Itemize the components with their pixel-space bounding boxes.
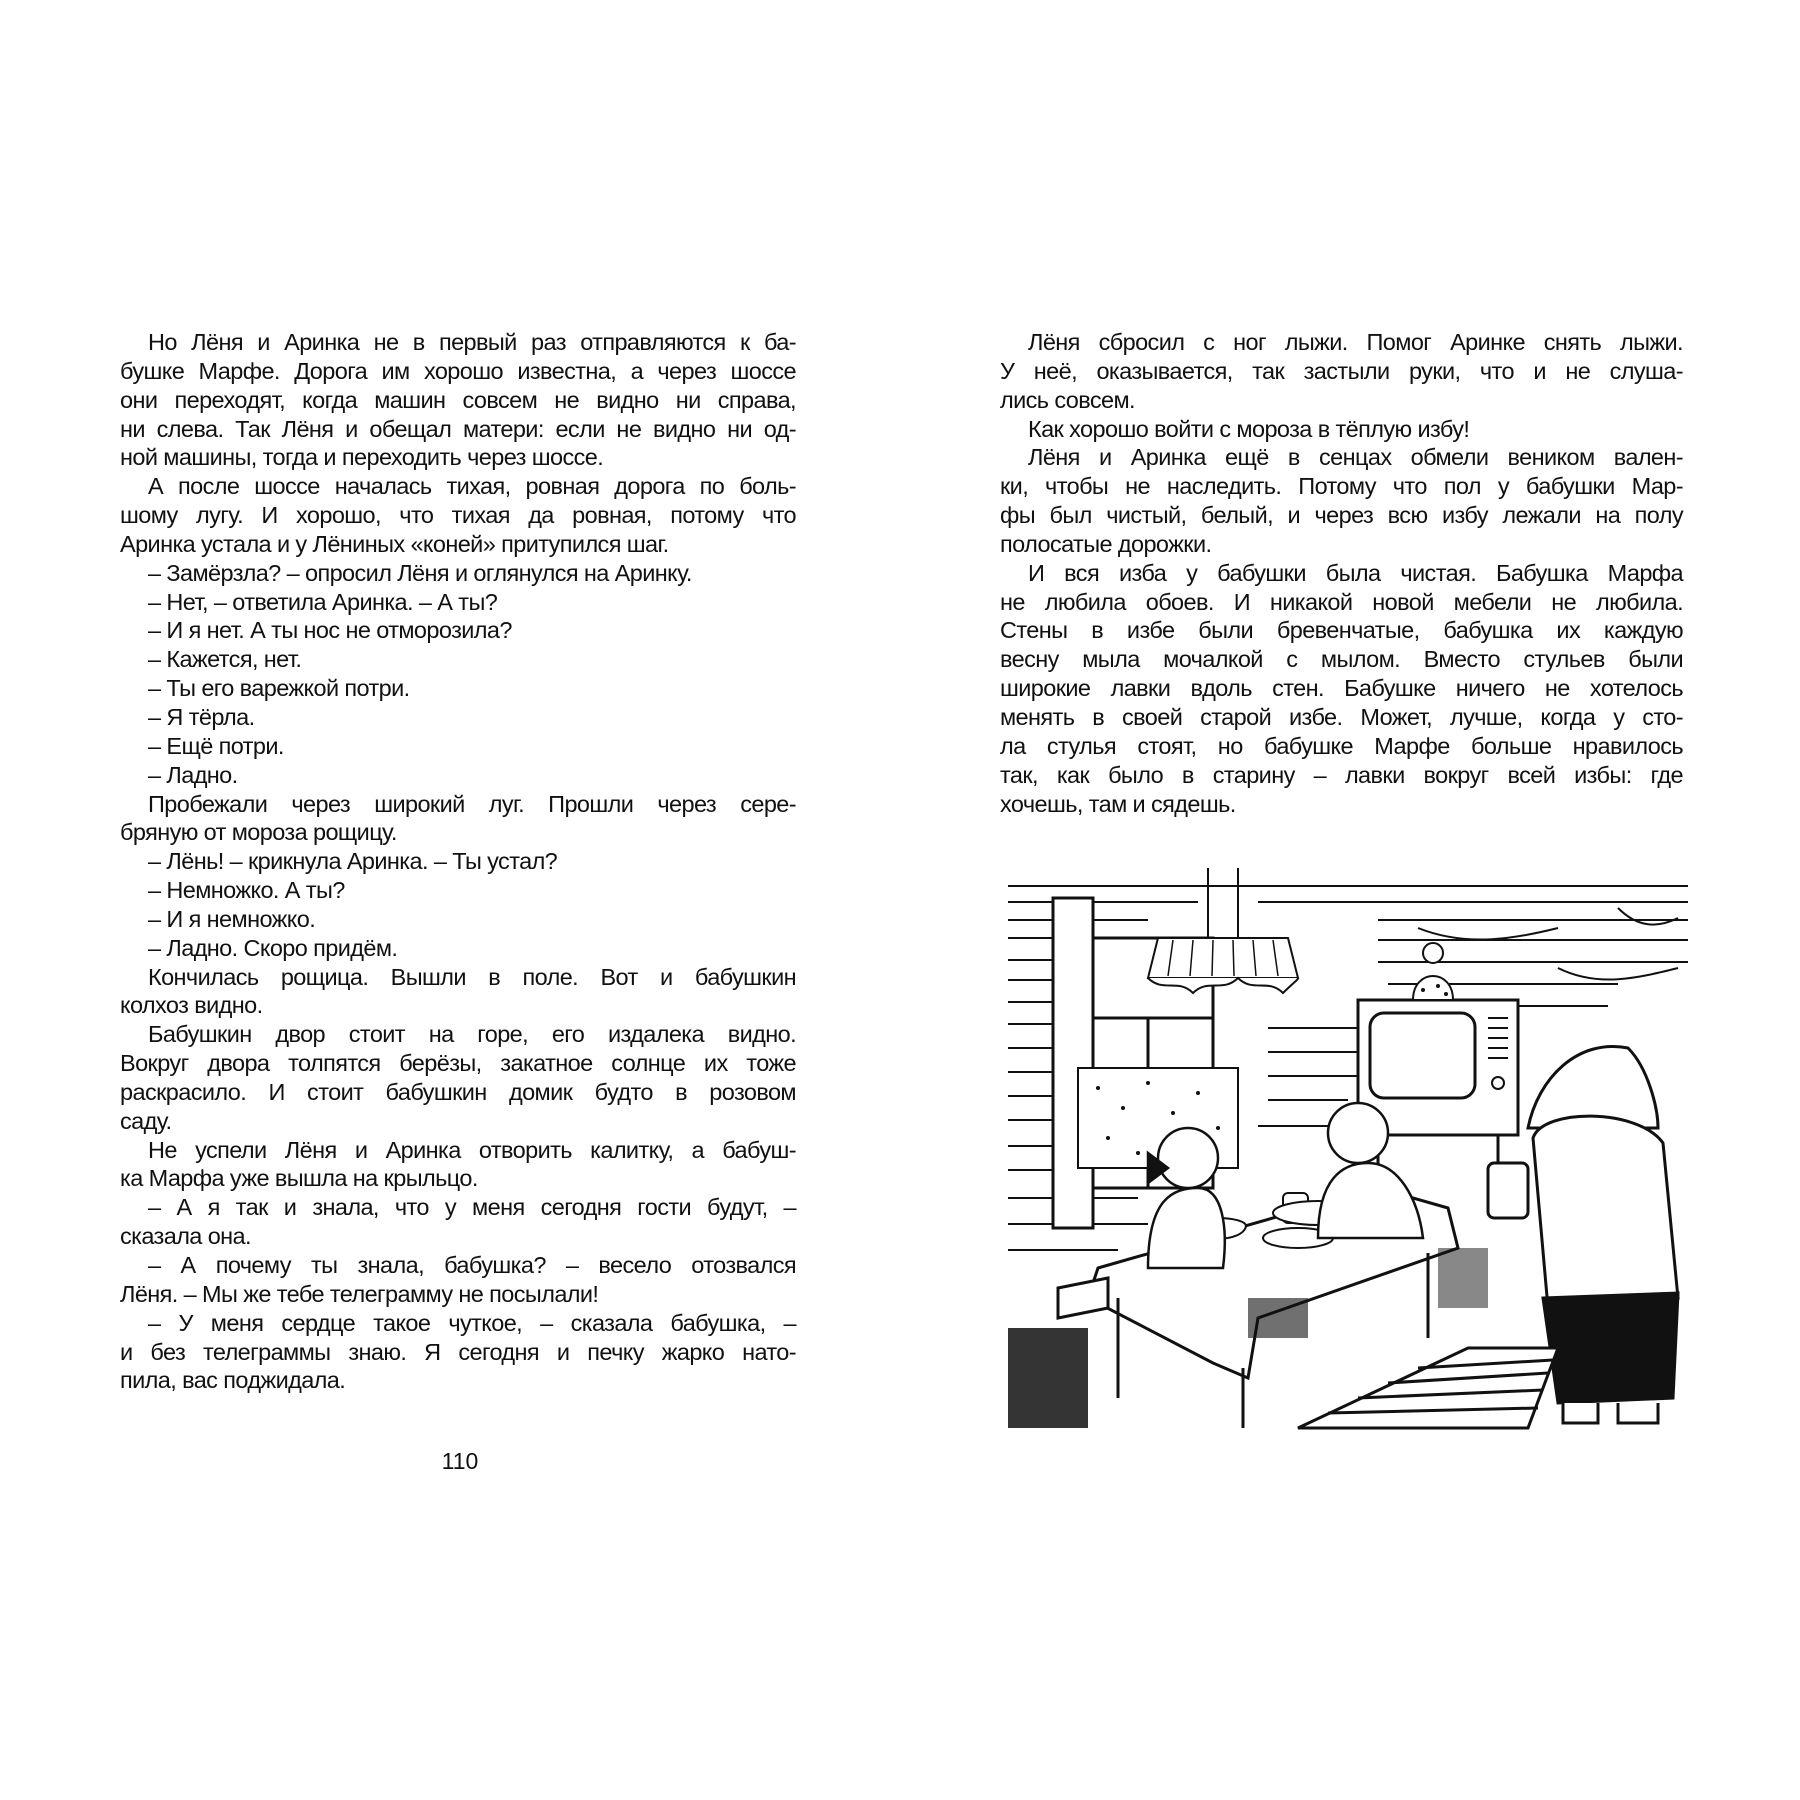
text-line: – А почему ты знала, бабушка? – весело отозвался bbox=[148, 1252, 796, 1278]
text-line: Вокруг двора толпятся берёзы, закатное солнце их тоже bbox=[120, 1050, 796, 1077]
text-line: – Лёнь! – крикнула Аринка. – Ты устал? bbox=[148, 848, 558, 875]
text-line: ни слева. Так Лёня и обещал матери: если не видно ни од- bbox=[120, 415, 796, 442]
text-line: фы был чистый, белый, и через всю избу лежали на полу bbox=[1000, 502, 1683, 529]
doll bbox=[1413, 943, 1453, 1000]
text-line: – Я тёрла. bbox=[148, 703, 255, 730]
text-line: Лёня и Аринка ещё в сенцах обмели веником вален- bbox=[1028, 444, 1683, 471]
girl-figure bbox=[1148, 1128, 1225, 1268]
text-line: А после шоссе началась тихая, ровная дорога по боль- bbox=[148, 473, 796, 500]
text-line: – Ладно. bbox=[148, 761, 238, 788]
text-line: – Ладно. Скоро придём. bbox=[148, 934, 398, 961]
text-line: У неё, оказывается, так застыли руки, что и не слуша- bbox=[1000, 357, 1683, 384]
text-line: – У меня сердце такое чуткое, – сказала бабушка, – bbox=[148, 1309, 796, 1336]
text-line: – Кажется, нет. bbox=[148, 646, 302, 673]
text-line: И вся изба у бабушки была чистая. Бабушка Марфа bbox=[1028, 559, 1683, 586]
text-line: – Нет, – ответила Аринка. – А ты? bbox=[148, 588, 498, 615]
text-line: ка Марфа уже вышла на крыльцо. bbox=[120, 1165, 478, 1192]
text-line: – Ещё потри. bbox=[148, 732, 284, 759]
floor-runner bbox=[1298, 1348, 1558, 1428]
text-line: Но Лёня и Аринка не в первый раз отправляются к ба- bbox=[148, 329, 796, 355]
text-line: весну мыла мочалкой с мылом. Вместо стульев были bbox=[1000, 646, 1683, 673]
text-line: бушке Марфе. Дорога им хорошо известна, а через шоссе bbox=[120, 357, 796, 384]
text-line: хочешь, там и сядешь. bbox=[1000, 790, 1236, 817]
left-text-column bbox=[120, 328, 796, 1395]
text-line: лись совсем. bbox=[1000, 386, 1135, 413]
text-line: бряную от мороза рощицу. bbox=[120, 819, 397, 846]
text-line: – Немножко. А ты? bbox=[148, 877, 345, 904]
text-line: менять в своей старой избе. Может, лучше, когда у сто- bbox=[1000, 703, 1683, 730]
text-line: раскрасило. И стоит бабушкин домик будто в розовом bbox=[120, 1078, 796, 1105]
illustration-drawing bbox=[998, 868, 1692, 1430]
right-text-column bbox=[1000, 328, 1683, 818]
text-line: Не успели Лёня и Аринка отворить калитку, а бабуш- bbox=[148, 1136, 796, 1163]
text-line: так, как было в старину – лавки вокруг всей избы: где bbox=[1000, 761, 1683, 788]
text-line: пила, вас поджидала. bbox=[120, 1367, 346, 1394]
text-line: – А я так и знала, что у меня сегодня гости будут, – bbox=[148, 1194, 796, 1221]
text-line: колхоз видно. bbox=[120, 992, 263, 1019]
text-line: Бабушкин двор стоит на горе, его издалека видно. bbox=[148, 1021, 796, 1048]
text-line: ки, чтобы не наследить. Потому что пол у бабушки Мар- bbox=[1000, 473, 1683, 500]
text-line: Кончилась рощица. Вышли в поле. Вот и бабушкин bbox=[148, 963, 796, 990]
television bbox=[1358, 1000, 1518, 1188]
text-line: Как хорошо войти с мороза в тёплую избу! bbox=[1028, 415, 1470, 442]
text-line: Пробежали через широкий луг. Прошли через сере- bbox=[148, 790, 796, 817]
text-line: Аринка устала и у Лёниных «коней» притупился шаг. bbox=[120, 530, 669, 557]
text-line: они переходят, когда машин совсем не видно ни справа, bbox=[120, 386, 796, 413]
izba-illustration bbox=[998, 868, 1692, 1430]
text-line: саду. bbox=[120, 1107, 172, 1134]
text-line: не любила обоев. И никакой новой мебели не любила. bbox=[1000, 588, 1683, 615]
text-line: – И я нет. А ты нос не отморозила? bbox=[148, 617, 512, 644]
text-line: Лёня сбросил с ног лыжи. Помог Аринке снять лыжи. bbox=[1028, 329, 1683, 355]
text-line: Стены в избе были бревенчатые, бабушка их каждую bbox=[1000, 617, 1683, 644]
text-line: Лёня. – Мы же тебе телеграмму не посылали! bbox=[120, 1280, 599, 1307]
text-line: шому лугу. И хорошо, что тихая да ровная, потому что bbox=[120, 502, 796, 529]
text-line: – Замёрзла? – опросил Лёня и оглянулся на Аринку. bbox=[148, 559, 692, 586]
text-line: полосатые дорожки. bbox=[1000, 530, 1212, 557]
text-line: и без телеграммы знаю. Я сегодня и печку жарко нато- bbox=[120, 1338, 796, 1365]
page-number: 110 bbox=[441, 1448, 479, 1474]
text-line: – И я немножко. bbox=[148, 905, 316, 932]
text-line: ной машины, тогда и переходить через шоссе. bbox=[120, 444, 604, 471]
text-line: ла стулья стоят, но бабушке Марфе больше нравилось bbox=[1000, 732, 1683, 759]
text-line: широкие лавки вдоль стен. Бабушке ничего не хотелось bbox=[1000, 675, 1683, 702]
text-line: сказала она. bbox=[120, 1223, 251, 1250]
text-line: – Ты его варежкой потри. bbox=[148, 675, 410, 702]
